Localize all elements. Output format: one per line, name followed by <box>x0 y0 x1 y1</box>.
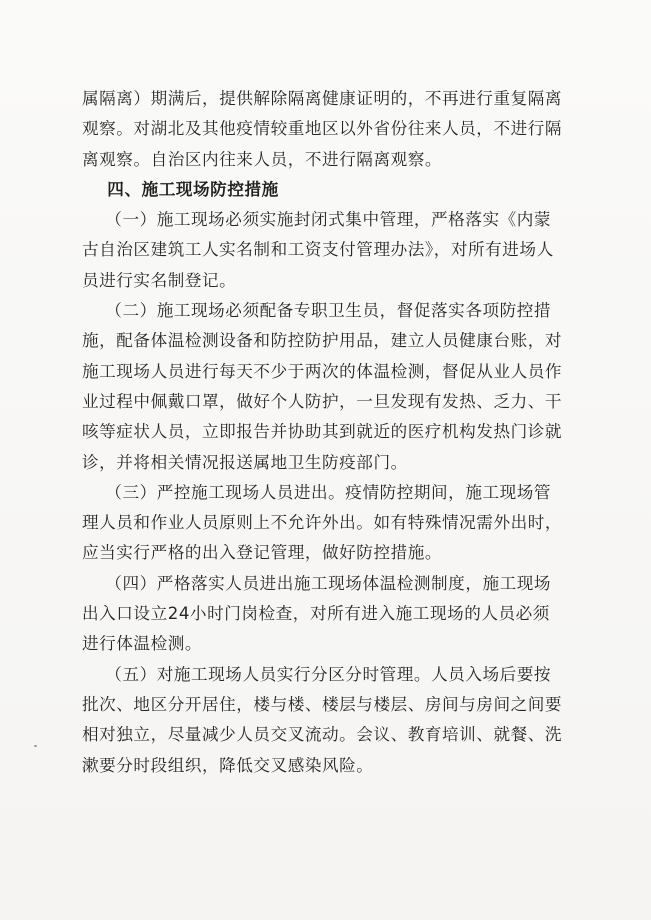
text-line: 相对独立，尽量减少人员交叉流动。会议、教育培训、就餐、洗 <box>82 725 563 745</box>
text-line: （二）施工现场必须配备专职卫生员，督促落实各项防控措 <box>82 301 552 321</box>
text-line: 应当实行严格的出入登记管理，做好防控措施。 <box>82 543 443 563</box>
text-line: （三）严控施工现场人员进出。疫情防控期间，施工现场管 <box>82 482 552 502</box>
text-line: 理人员和作业人员原则上不允许外出。如有特殊情况需外出时， <box>82 513 563 533</box>
text-line: 出入口设立24小时门岗检查，对所有进入施工现场的人员必须 <box>82 604 550 624</box>
section-heading: 四、施工现场防控措施 <box>82 179 279 199</box>
text-line: 施工现场人员进行每天不少于两次的体温检测，督促从业人员作 <box>82 361 563 381</box>
text-line: 观察。对湖北及其他疫情较重地区以外省份往来人员，不进行隔 <box>82 119 563 139</box>
text-line: 咳等症状人员，立即报告并协助其到就近的医疗机构发热门诊就 <box>82 422 563 442</box>
text-line: 员进行实名制登记。 <box>82 270 237 290</box>
text-line: （一）施工现场必须实施封闭式集中管理，严格落实《内蒙 <box>82 210 552 230</box>
text-line: 古自治区建筑工人实名制和工资支付管理办法》，对所有进场人 <box>82 240 554 260</box>
text-line: 施，配备体温检测设备和防控防护用品，建立人员健康台账，对 <box>82 331 563 351</box>
text-line: （四）严格落实人员进出施工现场体温检测制度，施工现场 <box>82 573 552 593</box>
document-body <box>82 84 576 781</box>
scan-speck <box>34 745 37 747</box>
text-line: 诊，并将相关情况报送属地卫生防疫部门。 <box>82 452 408 472</box>
text-line: 离观察。自治区内往来人员，不进行隔离观察。 <box>82 149 443 169</box>
text-line: 漱要分时段组织，降低交叉感染风险。 <box>82 755 374 775</box>
text-line: （五）对施工现场人员实行分区分时管理。人员入场后要按 <box>82 664 552 684</box>
text-line: 进行体温检测。 <box>82 634 203 654</box>
text-line: 属隔离）期满后，提供解除隔离健康证明的，不再进行重复隔离 <box>82 89 563 108</box>
text-line: 业过程中佩戴口罩，做好个人防护，一旦发现有发热、乏力、干 <box>82 391 563 411</box>
text-line: 批次、地区分开居住，楼与楼、楼层与楼层、房间与房间之间要 <box>82 694 563 714</box>
